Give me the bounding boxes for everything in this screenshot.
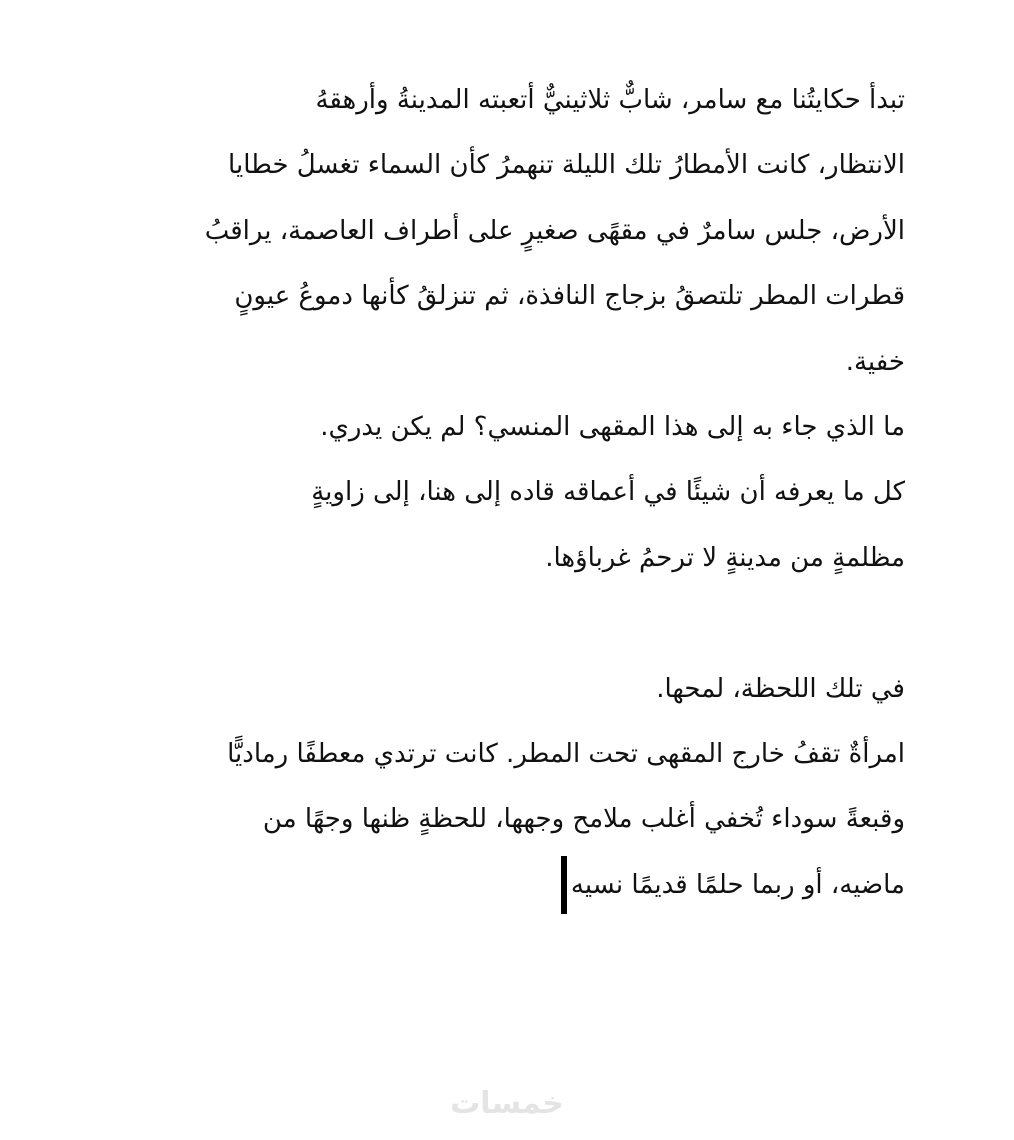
text-line: تبدأ حكايتُنا مع سامر، شابٌّ ثلاثينيٌّ أتعبته المدينةُ وأرهقهُ — [315, 85, 905, 115]
last-line-text: ماضيه، أو ربما حلمًا قديمًا نسيه — [570, 869, 905, 900]
text-line: خفية. — [845, 346, 905, 377]
text-line: في تلك اللحظة، لمحها. — [656, 673, 905, 704]
text-line: ما الذي جاء به إلى هذا المقهى المنسي؟ لم يكن يدري. — [320, 411, 905, 442]
blank-line — [110, 591, 905, 656]
watermark-logo: خمسات — [450, 1086, 564, 1121]
text-line: مظلمةٍ من مدينةٍ لا ترحمُ غرباؤها. — [545, 542, 905, 573]
text-line: الانتظار، كانت الأمطارُ تلك الليلة تنهمرُ كأن السماء تغسلُ خطايا — [228, 150, 905, 181]
text-cursor — [561, 856, 567, 914]
text-line-last — [110, 853, 905, 918]
text-editor-body[interactable] — [110, 68, 905, 918]
text-line: قطرات المطر تلتصقُ بزجاج النافذة، ثم تنزلقُ كأنها دموعُ عيونٍ — [234, 281, 905, 312]
text-line: امرأةٌ تقفُ خارج المقهى تحت المطر. كانت ترتدي معطفًا رماديًّا — [227, 738, 905, 769]
text-line: كل ما يعرفه أن شيئًا في أعماقه قاده إلى هنا، إلى زاويةٍ — [311, 477, 905, 508]
text-line: الأرض، جلس سامرٌ في مقهًى صغيرٍ على أطراف العاصمة، يراقبُ — [204, 215, 905, 246]
text-line: وقبعةً سوداء تُخفي أغلب ملامح وجهها، للحظةٍ ظنها وجهًا من — [262, 804, 905, 835]
